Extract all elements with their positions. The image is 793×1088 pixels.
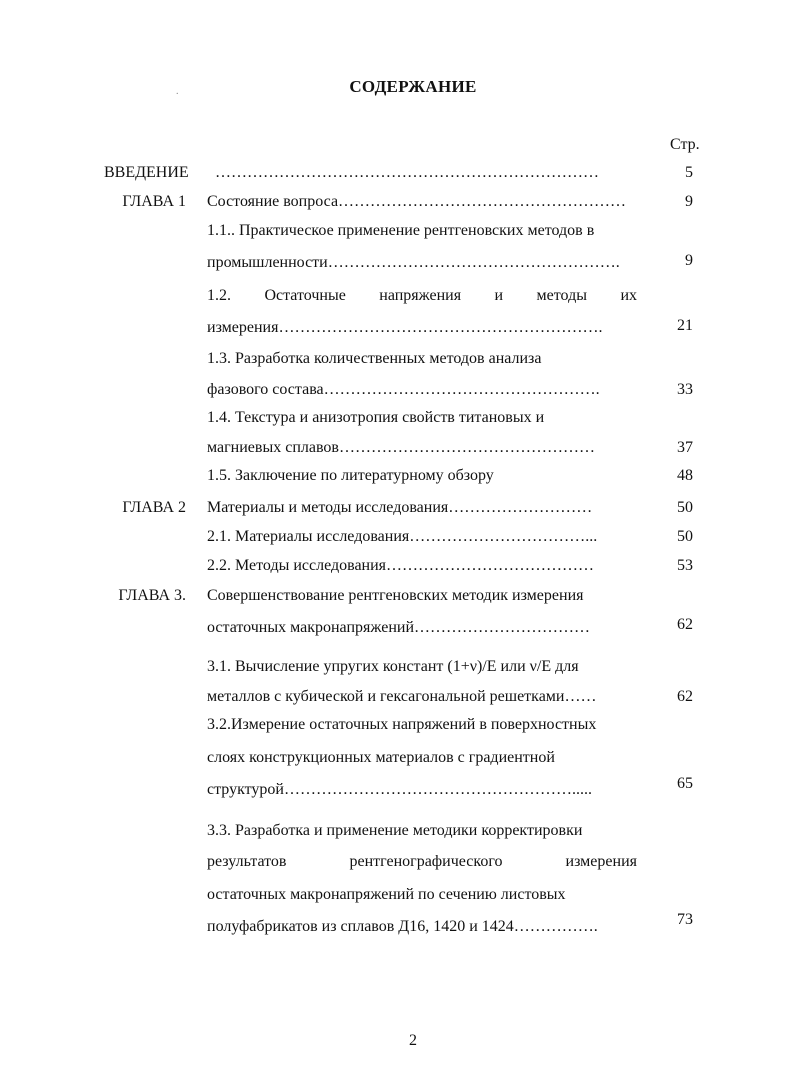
section-2-2-title: 2.2. Методы исследования…………………………………: [207, 557, 595, 574]
section-3-2-page: 65: [677, 775, 693, 792]
section-1-3-line-1: 1.3. Разработка количественных методов анализа: [207, 350, 542, 367]
chapter-2-title: Материалы и методы исследования………………………: [207, 499, 593, 516]
chapter-3-page: 62: [677, 616, 693, 633]
section-3-3-line-4: полуфабрикатов из сплавов Д16, 1420 и 1424…………….: [207, 918, 598, 935]
intro-dots: ………………………………………………………………: [215, 164, 599, 181]
chapter-3-line-1: Совершенствование рентгеновских методик измерения: [207, 587, 584, 604]
section-1-2-page: 21: [677, 317, 693, 334]
word: результатов: [207, 853, 287, 870]
section-3-2-line-1: 3.2.Измерение остаточных напряжений в поверхностных: [207, 716, 597, 733]
section-1-4-line-2: магниевых сплавов…………………………………………: [207, 439, 595, 456]
word: методы: [536, 287, 587, 304]
stray-mark: .: [176, 86, 179, 97]
word: Остаточные: [264, 287, 346, 304]
word: рентгенографического: [349, 853, 503, 870]
word: их: [620, 287, 637, 304]
chapter-3-line-2: остаточных макронапряжений……………………………: [207, 619, 590, 636]
section-1-3-line-2: фазового состава…………………………………………….: [207, 381, 600, 398]
chapter-2-page: 50: [677, 499, 693, 516]
word: 1.2.: [207, 287, 231, 304]
section-3-3-page: 73: [677, 911, 693, 928]
section-2-1-page: 50: [677, 528, 693, 545]
word: и: [494, 287, 504, 304]
chapter-1-label: ГЛАВА 1: [122, 193, 186, 210]
section-3-1-line-2: металлов с кубической и гексагональной решетками……: [207, 688, 597, 705]
chapter-1-page: 9: [685, 193, 693, 210]
chapter-1-title: Состояние вопроса………………………………………………: [207, 193, 627, 210]
section-3-2-line-3: структурой……………………………………………….....: [207, 781, 592, 798]
section-2-2-page: 53: [677, 557, 693, 574]
word: измерения: [565, 853, 637, 870]
section-1-5-title: 1.5. Заключение по литературному обзору: [207, 467, 494, 484]
section-3-1-line-1: 3.1. Вычисление упругих констант (1+ν)/Е или ν/Е для: [207, 658, 579, 675]
section-3-3-line-3: остаточных макронапряжений по сечению листовых: [207, 886, 566, 903]
page-title: СОДЕРЖАНИЕ: [349, 77, 477, 96]
section-1-1-line-2: промышленности……………………………………………….: [207, 254, 620, 271]
section-1-2-line-2: измерения…………………………………………………….: [207, 319, 603, 336]
word: напряжения: [379, 287, 462, 304]
section-1-4-page: 37: [677, 439, 693, 456]
intro-page: 5: [685, 164, 693, 181]
section-1-1-page: 9: [685, 252, 693, 269]
section-1-2-line-1: [207, 287, 637, 305]
section-3-2-line-2: слоях конструкционных материалов с градиентной: [207, 749, 555, 766]
section-1-1-line-1: 1.1.. Практическое применение рентгеновских методов в: [207, 222, 595, 239]
page-number: 2: [409, 1032, 417, 1049]
intro-label: ВВЕДЕНИЕ: [104, 164, 189, 181]
page-column-header: Стр.: [670, 136, 700, 153]
section-3-3-line-1: 3.3. Разработка и применение методики корректировки: [207, 822, 583, 839]
section-1-4-line-1: 1.4. Текстура и анизотропия свойств титановых и: [207, 409, 545, 426]
chapter-2-label: ГЛАВА 2: [122, 499, 186, 516]
section-3-1-page: 62: [677, 688, 693, 705]
section-1-3-page: 33: [677, 381, 693, 398]
chapter-3-label: ГЛАВА 3.: [118, 587, 186, 604]
section-1-5-page: 48: [677, 467, 693, 484]
section-2-1-title: 2.1. Материалы исследования……………………………...: [207, 528, 598, 545]
section-3-3-line-2: [207, 853, 637, 871]
